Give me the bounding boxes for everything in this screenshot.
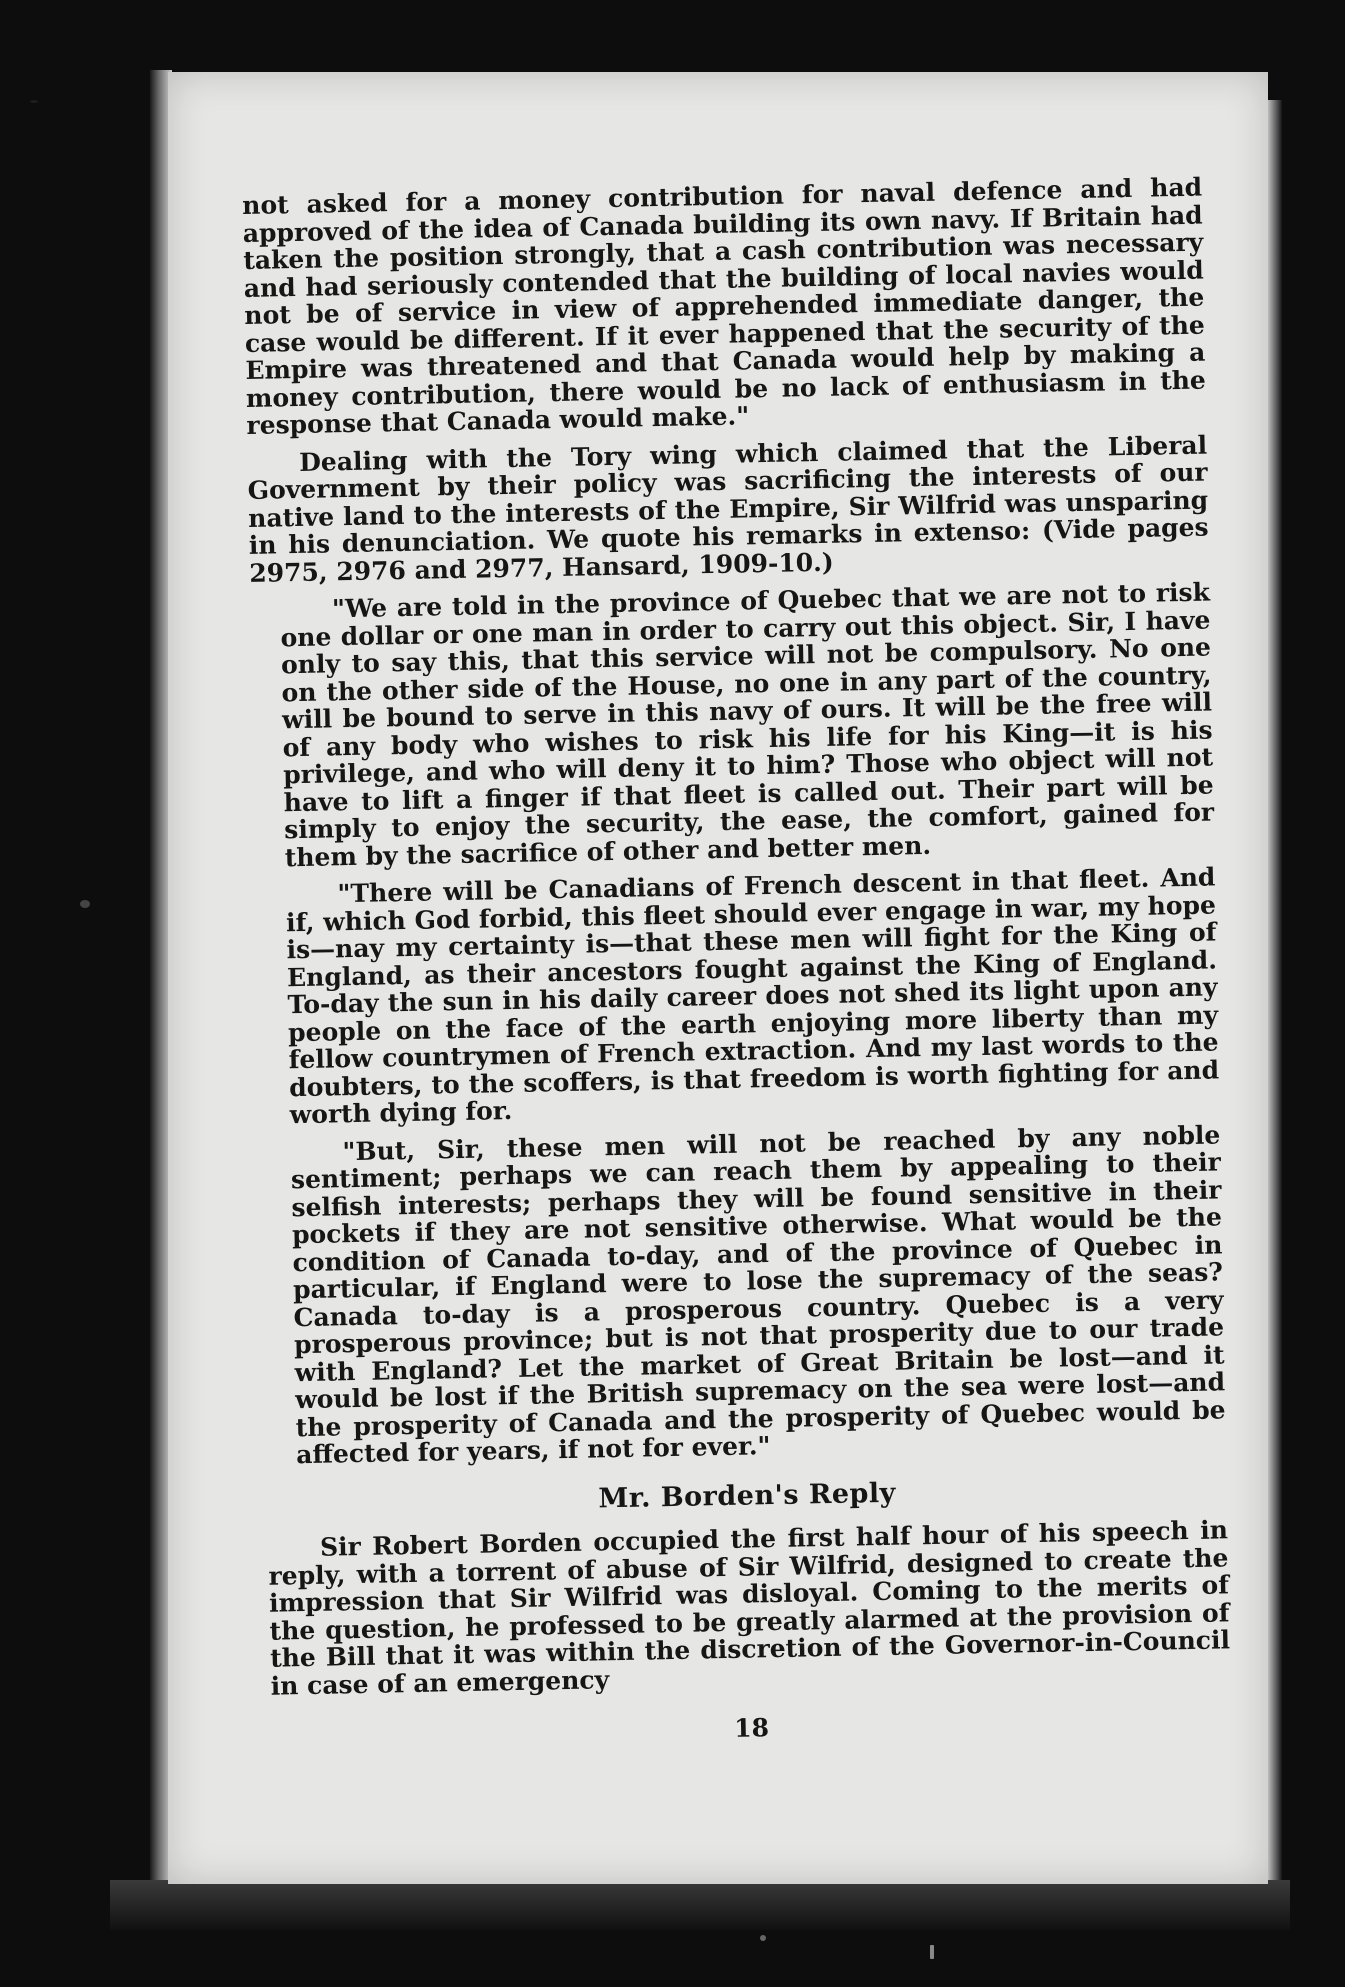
scan-speck (760, 1935, 766, 1941)
page-right-edge (1268, 100, 1282, 1890)
quote-paragraph: "There will be Canadians of French descent in that fleet. And if, which God forbid, this fleet should ever engage in war, my hope is—nay my certainty is—that these men will fight for the King of England, as their ancestors fought against the King of England. To-day the sun in his daily career does not shed its light upon any people on the face of the earth enjoying more liberty than my fellow countrymen of French extraction. And my last words to the doubters, to the scoffers, is that freedom is worth fighting for and worth dying for. (285, 862, 1220, 1130)
quotation-block (280, 578, 1227, 1468)
paragraph-continued: not asked for a money contribution for naval defence and had approved of the idea of Canada building its own navy. If Britain had taken the position strongly, that a cash contribution was necessary and had seriously contended that the building of local navies would not be of service in view of apprehended immediate danger, the case would be different. If it ever happened that the security of the Empire was threatened and that Canada would help by making a money contribution, there would be no lack of enthusiasm in the response that Canada would make." (241, 172, 1207, 440)
scan-speck (30, 100, 38, 103)
paragraph-borden-reply: Sir Robert Borden occupied the first half hour of his speech in reply, with a torrent of abuse of Sir Wilfrid, designed to create the impression that Sir Wilfrid was disloyal. Coming to the merits of the question, he professed to be greatly alarmed at the provision of the Bill that it was within the discretion of the Governor-in-Council in case of an emergency (268, 1515, 1231, 1701)
page-text (242, 174, 1232, 1762)
page-number: 18 (733, 1713, 770, 1743)
scan-speck (80, 900, 90, 908)
scan-speck (930, 1945, 934, 1959)
quote-paragraph: "We are told in the province of Quebec that we are not to risk one dollar or one man in order to carry out this object. Sir, I have only to say this, that this service will not be compulsory. No one on the other side of the House, no one in any part of the country, will be bound to serve in this navy of ours. It will be the free will of any body who wishes to risk his life for his King—it is his privilege, and who will deny it to him? Those who object will not have to lift a finger if that fleet is called out. Their part will be simply to enjoy the security, the ease, the comfort, gained for them by the sacrifice of other and better men. (280, 577, 1215, 872)
page-bottom-shadow (110, 1880, 1290, 1930)
quote-paragraph: "But, Sir, these men will not be reached by any noble sentiment; perhaps we can reach them by appealing to their selfish interests; perhaps they will be found sensitive in their pockets if they are not sensitive otherwise. What would be the condition of Canada to-day, and of the province of Quebec in particular, if England were to lose the supremacy of the seas? Canada to-day is a prosperous country. Quebec is a very prosperous province; but is not that prosperity due to our trade with England? Let the market of Great Britain be lost—and it would be lost if the British supremacy on the sea were lost—and the prosperity of Canada and the prosperity of Quebec would be affected for years, if not for ever." (290, 1119, 1226, 1470)
paragraph-tory-wing: Dealing with the Tory wing which claimed that the Liberal Government by their policy was sacrificing the interests of our native land to the interests of the Empire, Sir Wilfrid was unsparing in his denunciation. We quote his remarks in extenso: (Vide pages 2975, 2976 and 2977, Hansard, 1909-10.) (247, 430, 1209, 588)
section-heading: Mr. Borden's Reply (598, 1477, 897, 1514)
document-page (168, 72, 1268, 1884)
